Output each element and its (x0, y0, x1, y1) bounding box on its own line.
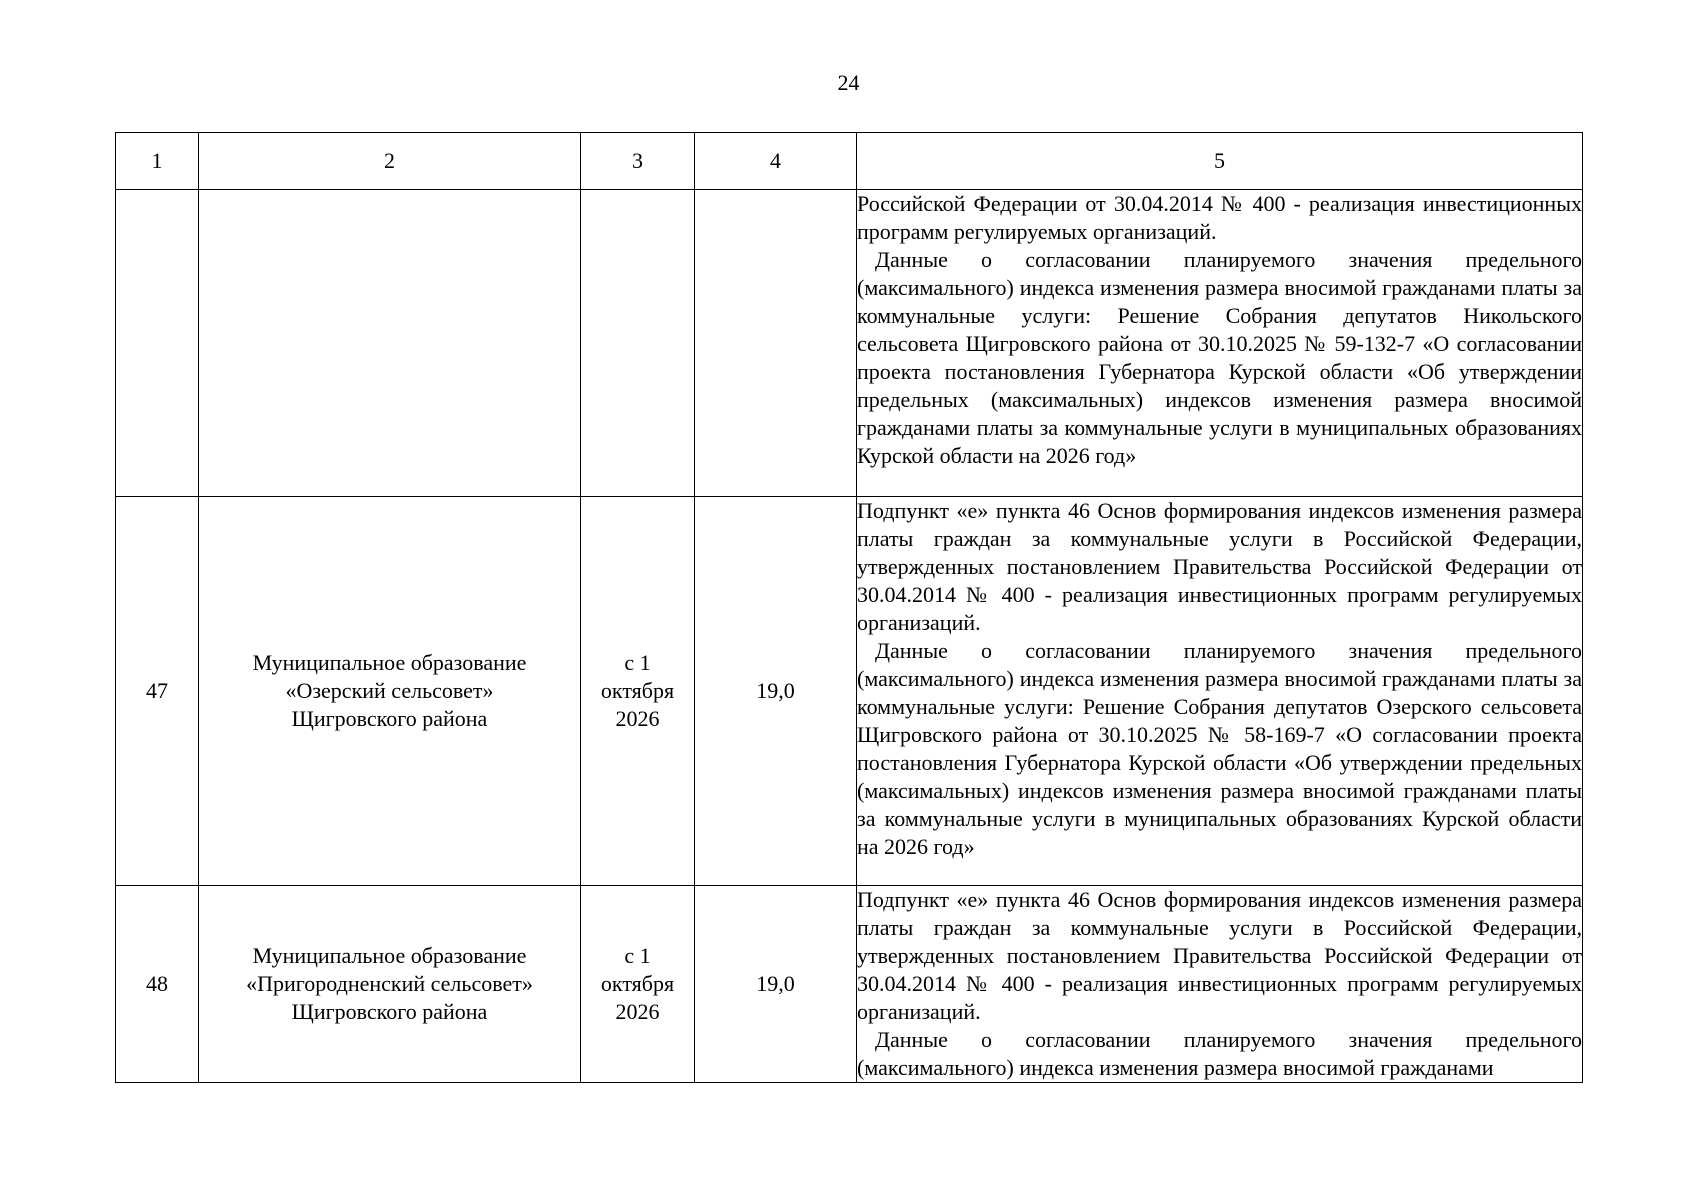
header-row (116, 133, 1583, 190)
justification-text (857, 497, 1583, 886)
municipality-name: Муниципальное образование «Пригородненский сельсовет» Щигровского района (199, 886, 581, 1083)
row-number (116, 190, 199, 497)
municipality-name (199, 190, 581, 497)
header-col-5: 5 (857, 133, 1583, 190)
header-col-1: 1 (116, 133, 199, 190)
row-number: 47 (116, 497, 199, 886)
row-number: 48 (116, 886, 199, 1083)
index-value (695, 190, 857, 497)
header-col-2: 2 (199, 133, 581, 190)
index-table (115, 132, 1583, 1083)
page-number: 24 (837, 70, 860, 95)
table-row (116, 886, 1583, 1083)
effective-date (581, 190, 695, 497)
justification-text (857, 190, 1583, 497)
justification-paragraph: Подпункт «е» пункта 46 Основ формирования индексов изменения размера платы граждан за коммунальные услуги в Российской Федерации, утвержденных постановлением Правительства Российской Федерации от 30.04.2014 № 400 - реализация инвестиционных программ регулируемых организаций. (857, 887, 1582, 1024)
justification-paragraph: Данные о согласовании планируемого значения предельного (максимального) индекса изменения размера вносимой гражданами платы за коммунальные услуги: Решение Собрания депутатов Никольского сельсовета Щигровского района от 30.10.2025 № 59-132-7 «О согласовании проекта постановления Губернатора Курской области «Об утверждении предельных (максимальных) индексов изменения размера вносимой гражданами платы за коммунальные услуги в муниципальных образованиях Курской области на 2026 год» (857, 247, 1582, 468)
table-row (116, 190, 1583, 497)
effective-date: с 1 октября 2026 (581, 886, 695, 1083)
table-row (116, 497, 1583, 886)
justification-paragraph: Российской Федерации от 30.04.2014 № 400 - реализация инвестиционных программ регулируемых организаций. (857, 191, 1582, 244)
header-col-3: 3 (581, 133, 695, 190)
effective-date: с 1 октября 2026 (581, 497, 695, 886)
justification-paragraph: Подпункт «е» пункта 46 Основ формирования индексов изменения размера платы граждан за коммунальные услуги в Российской Федерации, утвержденных постановлением Правительства Российской Федерации от 30.04.2014 № 400 - реализация инвестиционных программ регулируемых организаций. (857, 498, 1582, 635)
justification-text (857, 886, 1583, 1083)
header-col-4: 4 (695, 133, 857, 190)
municipality-name: Муниципальное образование «Озерский сельсовет» Щигровского района (199, 497, 581, 886)
index-value: 19,0 (695, 497, 857, 886)
index-value: 19,0 (695, 886, 857, 1083)
justification-paragraph: Данные о согласовании планируемого значения предельного (максимального) индекса изменения размера вносимой гражданами (857, 1027, 1582, 1080)
justification-paragraph: Данные о согласовании планируемого значения предельного (максимального) индекса изменения размера вносимой гражданами платы за коммунальные услуги: Решение Собрания депутатов Озерского сельсовета Щигровского района от 30.10.2025 № 58-169-7 «О согласовании проекта постановления Губернатора Курской области «Об утверждении предельных (максимальных) индексов изменения размера вносимой гражданами платы за коммунальные услуги в муниципальных образованиях Курской области на 2026 год» (857, 638, 1582, 859)
